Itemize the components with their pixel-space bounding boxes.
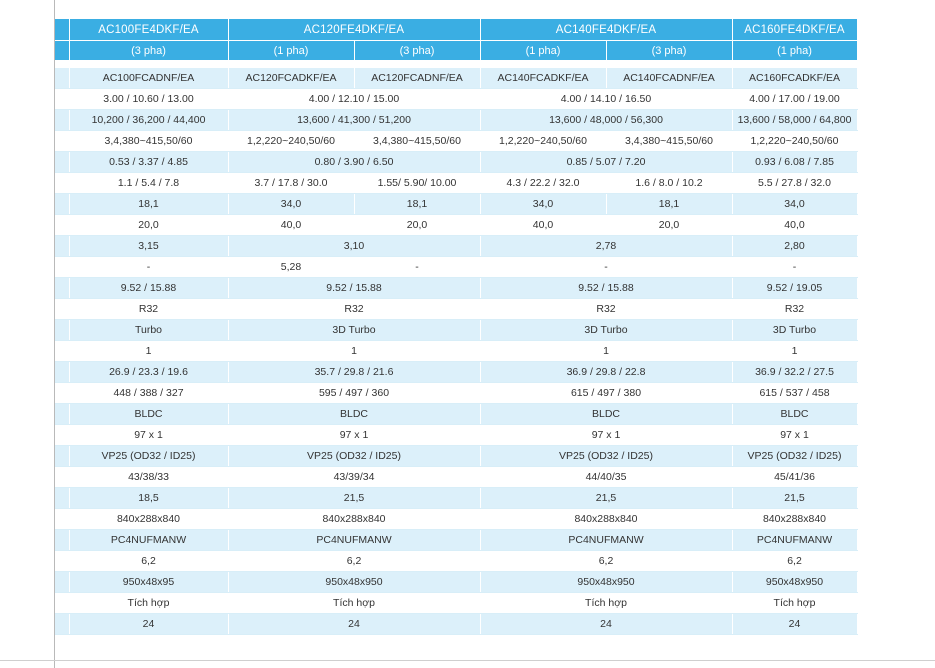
- spec-value-cell: 840x288x840: [732, 509, 857, 530]
- spec-row: [55, 215, 857, 236]
- spec-table: [55, 19, 858, 635]
- spec-row: [55, 530, 857, 551]
- spec-value-cell: R32: [480, 299, 732, 320]
- spec-value-cell: 20,0: [354, 215, 480, 236]
- spec-value-cell: 24: [480, 614, 732, 635]
- spec-value-cell: 10,200 / 36,200 / 44,400: [69, 110, 228, 131]
- spec-value-cell: 35.7 / 29.8 / 21.6: [228, 362, 480, 383]
- spec-row: [55, 194, 857, 215]
- row-label-cell: [55, 509, 69, 530]
- row-label-cell: [55, 257, 69, 278]
- spec-value-cell: 1.1 / 5.4 / 7.8: [69, 173, 228, 194]
- model-name-header: AC120FE4DKF/EA: [228, 19, 480, 41]
- spec-row: [55, 467, 857, 488]
- row-label-cell: [55, 194, 69, 215]
- spec-value-cell: 0.93 / 6.08 / 7.85: [732, 152, 857, 173]
- spec-value-cell: 36.9 / 32.2 / 27.5: [732, 362, 857, 383]
- spec-value-cell: AC140FCADKF/EA: [480, 68, 606, 89]
- spec-value-cell: 21,5: [480, 488, 732, 509]
- phase-label: (1 pha): [732, 41, 857, 61]
- row-label-cell: [55, 614, 69, 635]
- spec-row: [55, 425, 857, 446]
- spec-row: [55, 278, 857, 299]
- spec-row: [55, 299, 857, 320]
- spec-value-cell: 9.52 / 15.88: [69, 278, 228, 299]
- spec-value-cell: 97 x 1: [480, 425, 732, 446]
- spec-value-cell: AC100FCADNF/EA: [69, 68, 228, 89]
- spec-row: [55, 446, 857, 467]
- spec-value-cell: 1: [228, 341, 480, 362]
- spec-value-cell: 1: [480, 341, 732, 362]
- row-label-cell: [55, 404, 69, 425]
- spec-value-cell: 0.80 / 3.90 / 6.50: [228, 152, 480, 173]
- spec-value-cell: 5,28: [228, 257, 354, 278]
- spec-value-cell: 448 / 388 / 327: [69, 383, 228, 404]
- spec-value-cell: 1: [732, 341, 857, 362]
- spec-value-cell: 3.00 / 10.60 / 13.00: [69, 89, 228, 110]
- spec-row: [55, 509, 857, 530]
- spacer-cell: [55, 60, 857, 68]
- spec-value-cell: 24: [732, 614, 857, 635]
- spec-value-cell: 20,0: [606, 215, 732, 236]
- spec-value-cell: 4.00 / 17.00 / 19.00: [732, 89, 857, 110]
- spec-value-cell: 13,600 / 48,000 / 56,300: [480, 110, 732, 131]
- spec-value-cell: 4.00 / 12.10 / 15.00: [228, 89, 480, 110]
- spec-value-cell: 1,2,220~240,50/60: [228, 131, 354, 152]
- row-label-cell: [55, 41, 69, 61]
- spec-value-cell: 3D Turbo: [228, 320, 480, 341]
- spec-value-cell: 18,1: [606, 194, 732, 215]
- row-label-cell: [55, 362, 69, 383]
- spec-value-cell: 40,0: [480, 215, 606, 236]
- spec-value-cell: 3,4,380~415,50/60: [354, 131, 480, 152]
- spec-value-cell: 4.3 / 22.2 / 32.0: [480, 173, 606, 194]
- row-label-cell: [55, 110, 69, 131]
- spec-row: [55, 89, 857, 110]
- page-top-margin: [0, 0, 935, 19]
- spec-value-cell: 34,0: [480, 194, 606, 215]
- spec-value-cell: 595 / 497 / 360: [228, 383, 480, 404]
- spec-value-cell: 615 / 497 / 380: [480, 383, 732, 404]
- spec-row: [55, 488, 857, 509]
- spec-value-cell: 1,2,220~240,50/60: [732, 131, 857, 152]
- row-label-cell: [55, 572, 69, 593]
- spec-value-cell: 97 x 1: [69, 425, 228, 446]
- row-label-cell: [55, 173, 69, 194]
- spec-value-cell: AC140FCADNF/EA: [606, 68, 732, 89]
- spec-value-cell: 9.52 / 15.88: [480, 278, 732, 299]
- spec-row: [55, 320, 857, 341]
- row-label-cell: [55, 236, 69, 257]
- spec-value-cell: 950x48x95: [69, 572, 228, 593]
- spec-value-cell: Turbo: [69, 320, 228, 341]
- spec-value-cell: -: [69, 257, 228, 278]
- row-label-cell: [55, 488, 69, 509]
- spec-value-cell: VP25 (OD32 / ID25): [69, 446, 228, 467]
- spec-value-cell: 13,600 / 58,000 / 64,800: [732, 110, 857, 131]
- spec-value-cell: 0.53 / 3.37 / 4.85: [69, 152, 228, 173]
- spec-value-cell: 3,4,380~415,50/60: [606, 131, 732, 152]
- row-label-cell: [55, 19, 69, 41]
- spec-row: [55, 68, 857, 89]
- page-bottom-border: [0, 660, 935, 661]
- spec-value-cell: 18,1: [69, 194, 228, 215]
- row-label-cell: [55, 89, 69, 110]
- spec-value-cell: BLDC: [228, 404, 480, 425]
- spec-value-cell: 2,80: [732, 236, 857, 257]
- spec-value-cell: R32: [732, 299, 857, 320]
- spec-value-cell: 40,0: [228, 215, 354, 236]
- spec-value-cell: AC160FCADKF/EA: [732, 68, 857, 89]
- spec-value-cell: -: [480, 257, 732, 278]
- spec-value-cell: 3,15: [69, 236, 228, 257]
- spec-value-cell: VP25 (OD32 / ID25): [480, 446, 732, 467]
- row-label-cell: [55, 425, 69, 446]
- spec-value-cell: 950x48x950: [228, 572, 480, 593]
- model-name-header: AC100FE4DKF/EA: [69, 19, 228, 41]
- row-label-cell: [55, 530, 69, 551]
- spec-value-cell: 6,2: [228, 551, 480, 572]
- spec-value-cell: 6,2: [69, 551, 228, 572]
- spec-value-cell: AC120FCADKF/EA: [228, 68, 354, 89]
- spec-value-cell: 44/40/35: [480, 467, 732, 488]
- row-label-cell: [55, 68, 69, 89]
- model-header-row: [55, 19, 857, 41]
- spec-value-cell: -: [732, 257, 857, 278]
- spec-value-cell: 13,600 / 41,300 / 51,200: [228, 110, 480, 131]
- spec-value-cell: 950x48x950: [480, 572, 732, 593]
- spec-value-cell: 615 / 537 / 458: [732, 383, 857, 404]
- spec-value-cell: 1: [69, 341, 228, 362]
- spec-value-cell: Tích hợp: [480, 593, 732, 614]
- spec-value-cell: 36.9 / 29.8 / 22.8: [480, 362, 732, 383]
- spec-row: [55, 551, 857, 572]
- spec-row: [55, 572, 857, 593]
- spec-value-cell: 9.52 / 19.05: [732, 278, 857, 299]
- phase-label: (3 pha): [354, 41, 480, 61]
- spec-value-cell: VP25 (OD32 / ID25): [732, 446, 857, 467]
- spec-value-cell: 840x288x840: [69, 509, 228, 530]
- row-label-cell: [55, 383, 69, 404]
- row-label-cell: [55, 593, 69, 614]
- spec-row: [55, 341, 857, 362]
- spec-value-cell: R32: [69, 299, 228, 320]
- spec-value-cell: 20,0: [69, 215, 228, 236]
- spec-value-cell: 3D Turbo: [732, 320, 857, 341]
- spec-row: [55, 131, 857, 152]
- row-label-cell: [55, 551, 69, 572]
- spec-value-cell: 1.55/ 5.90/ 10.00: [354, 173, 480, 194]
- row-label-cell: [55, 131, 69, 152]
- spec-value-cell: 21,5: [732, 488, 857, 509]
- spec-value-cell: AC120FCADNF/EA: [354, 68, 480, 89]
- spec-value-cell: 3.7 / 17.8 / 30.0: [228, 173, 354, 194]
- spec-value-cell: PC4NUFMANW: [480, 530, 732, 551]
- row-label-cell: [55, 215, 69, 236]
- spec-value-cell: 840x288x840: [480, 509, 732, 530]
- spec-value-cell: 9.52 / 15.88: [228, 278, 480, 299]
- spec-row: [55, 404, 857, 425]
- spec-value-cell: PC4NUFMANW: [732, 530, 857, 551]
- spec-row: [55, 614, 857, 635]
- spec-value-cell: VP25 (OD32 / ID25): [228, 446, 480, 467]
- spec-value-cell: 0.85 / 5.07 / 7.20: [480, 152, 732, 173]
- spec-row: [55, 593, 857, 614]
- spec-value-cell: 97 x 1: [732, 425, 857, 446]
- spec-value-cell: 40,0: [732, 215, 857, 236]
- spec-value-cell: Tích hợp: [228, 593, 480, 614]
- spec-value-cell: 24: [228, 614, 480, 635]
- spec-value-cell: 2,78: [480, 236, 732, 257]
- row-label-cell: [55, 446, 69, 467]
- spec-value-cell: 3,4,380~415,50/60: [69, 131, 228, 152]
- spec-value-cell: Tích hợp: [69, 593, 228, 614]
- spec-value-cell: R32: [228, 299, 480, 320]
- spec-row: [55, 152, 857, 173]
- spec-row: [55, 110, 857, 131]
- spec-value-cell: PC4NUFMANW: [69, 530, 228, 551]
- spec-value-cell: 97 x 1: [228, 425, 480, 446]
- spec-row: [55, 236, 857, 257]
- spec-value-cell: 43/39/34: [228, 467, 480, 488]
- phase-label: (3 pha): [606, 41, 732, 61]
- row-label-cell: [55, 467, 69, 488]
- spec-value-cell: 43/38/33: [69, 467, 228, 488]
- header-spacer-row: [55, 60, 857, 68]
- phase-label: (1 pha): [480, 41, 606, 61]
- spec-value-cell: 21,5: [228, 488, 480, 509]
- spec-value-cell: 45/41/36: [732, 467, 857, 488]
- spec-sheet: [55, 19, 935, 660]
- spec-value-cell: 3D Turbo: [480, 320, 732, 341]
- phase-label: (1 pha): [228, 41, 354, 61]
- spec-value-cell: 34,0: [732, 194, 857, 215]
- model-name-header: AC160FE4DKF/EA: [732, 19, 857, 41]
- spec-value-cell: 1,2,220~240,50/60: [480, 131, 606, 152]
- spec-value-cell: 18,1: [354, 194, 480, 215]
- spec-value-cell: 34,0: [228, 194, 354, 215]
- spec-value-cell: PC4NUFMANW: [228, 530, 480, 551]
- spec-row: [55, 362, 857, 383]
- row-label-cell: [55, 278, 69, 299]
- phase-label: (3 pha): [69, 41, 228, 61]
- spec-value-cell: 3,10: [228, 236, 480, 257]
- spec-value-cell: 18,5: [69, 488, 228, 509]
- spec-value-cell: BLDC: [480, 404, 732, 425]
- spec-row: [55, 257, 857, 278]
- row-label-cell: [55, 299, 69, 320]
- spec-value-cell: 840x288x840: [228, 509, 480, 530]
- spec-value-cell: Tích hợp: [732, 593, 857, 614]
- row-label-cell: [55, 320, 69, 341]
- spec-value-cell: 4.00 / 14.10 / 16.50: [480, 89, 732, 110]
- model-name-header: AC140FE4DKF/EA: [480, 19, 732, 41]
- spec-value-cell: 6,2: [732, 551, 857, 572]
- spec-value-cell: 5.5 / 27.8 / 32.0: [732, 173, 857, 194]
- spec-row: [55, 383, 857, 404]
- spec-row: [55, 173, 857, 194]
- spec-value-cell: BLDC: [69, 404, 228, 425]
- row-label-cell: [55, 341, 69, 362]
- spec-value-cell: 24: [69, 614, 228, 635]
- spec-value-cell: BLDC: [732, 404, 857, 425]
- row-label-cell: [55, 152, 69, 173]
- spec-value-cell: -: [354, 257, 480, 278]
- spec-value-cell: 6,2: [480, 551, 732, 572]
- spec-value-cell: 1.6 / 8.0 / 10.2: [606, 173, 732, 194]
- spec-value-cell: 26.9 / 23.3 / 19.6: [69, 362, 228, 383]
- spec-value-cell: 950x48x950: [732, 572, 857, 593]
- phase-header-row: [55, 41, 857, 61]
